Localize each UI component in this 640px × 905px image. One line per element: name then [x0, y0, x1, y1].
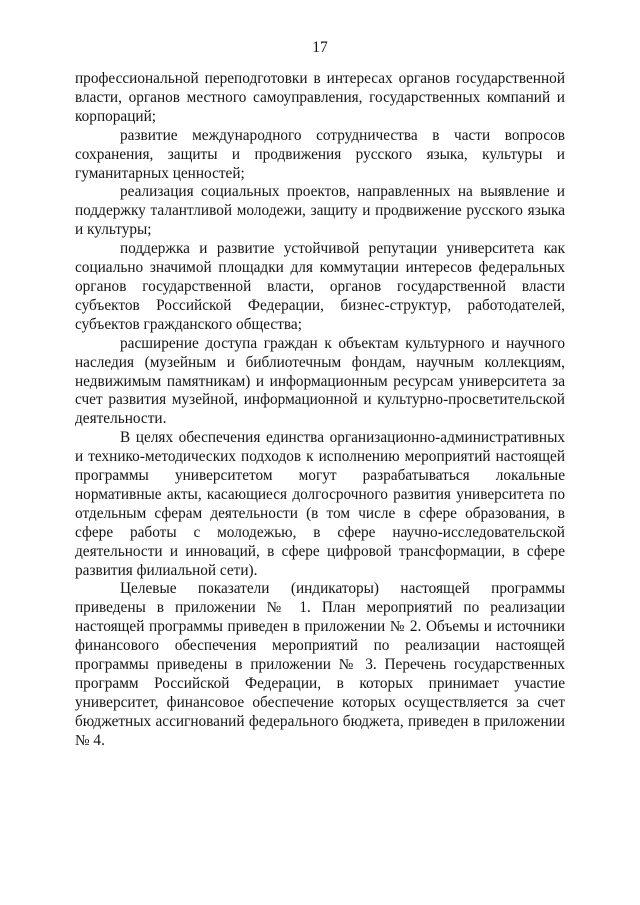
document-body — [75, 70, 565, 751]
paragraph-reputation: поддержка и развитие устойчивой репутации университета как социально значимой площадки для коммутации интересов федеральных органов государственной власти, органов государственной власти субъектов Российской Федерации, бизнес-структур, работодателей, субъектов гражданского общества; — [75, 240, 565, 333]
paragraph-appendices: Целевые показатели (индикаторы) настоящей программы приведены в приложении № 1. План мероприятий по реализации настоящей программы приведен в приложении № 2. Объемы и источники финансового обеспечения мероприятий по реализации настоящей программы приведены в приложении № 3. Перечень государственных программ Российской Федерации, в которых принимает участие университет, финансовое обеспечение которых осуществляется за счет бюджетных ассигнований федерального бюджета, приведен в приложении № 4. — [75, 580, 565, 749]
paragraph-access-heritage: расширение доступа граждан к объектам культурного и научного наследия (музейным и библиотечным фондам, научным коллекциям, недвижимым памятникам) и информационным ресурсам университета за счет развития музейной, информационной и культурно-просветительской деятельности. — [75, 334, 565, 428]
page-number: 17 — [312, 39, 328, 56]
paragraph-continuation: профессиональной переподготовки в интересах органов государственной власти, органов местного самоуправления, государственных компаний и корпораций; — [75, 70, 565, 125]
paragraph-local-acts: В целях обеспечения единства организационно-административных и технико-методических подходов к исполнению мероприятий настоящей программы университетом могут разрабатываться локальные нормативные акты, касающиеся долгосрочного развития университета по отдельным сферам деятельности (в том числе в сфере образования, в сфере работы с молодежью, в сфере научно-исследовательской деятельности и инноваций, в сфере цифровой трансформации, в сфере развития филиальной сети). — [75, 429, 565, 579]
paragraph-social-projects: реализация социальных проектов, направленных на выявление и поддержку талантливой молодежи, защиту и продвижение русского языка и культуры; — [75, 183, 565, 239]
paragraph-international-cooperation: развитие международного сотрудничества в части вопросов сохранения, защиты и продвижения русского языка, культуры и гуманитарных ценностей; — [75, 126, 565, 182]
